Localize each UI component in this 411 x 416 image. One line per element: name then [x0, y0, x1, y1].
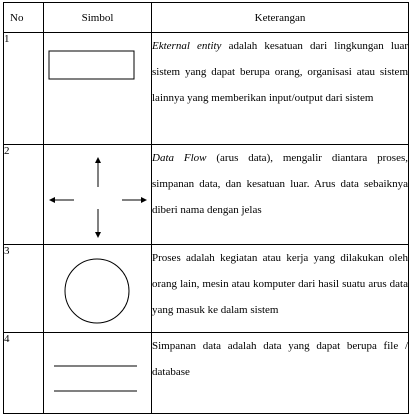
table-row [4, 333, 409, 414]
header-no: No [4, 3, 44, 33]
description-cell [152, 333, 409, 414]
row-number: 4 [4, 333, 44, 414]
rectangle-icon [44, 33, 152, 145]
description-text: Proses adalah kegiatan atau kerja yang dilakukan oleh orang lain, mesin atau komputer dari hasil suatu arus data yang masuk ke dalam sistem [152, 252, 408, 316]
description-cell [152, 145, 409, 245]
row-number: 3 [4, 245, 44, 333]
symbol-table [3, 2, 409, 414]
four-arrows-icon [44, 145, 152, 245]
symbol-cell [44, 245, 152, 333]
table-row [4, 245, 409, 333]
description-cell [152, 33, 409, 145]
symbol-cell [44, 145, 152, 245]
table-row [4, 145, 409, 245]
parallel-lines-icon [44, 333, 152, 414]
symbol-cell [44, 333, 152, 414]
description-cell [152, 245, 409, 333]
description-text: (arus data), mengalir diantara proses, simpanan data, dan kesatuan luar. Arus data sebaiknya diberi nama dengan jelas [152, 152, 408, 216]
description-text: adalah kesatuan dari lingkungan luar sistem yang dapat berupa orang, organisasi atau sistem lainnya yang memberikan input/output dari sistem [152, 40, 409, 104]
table-header-row [4, 3, 409, 33]
term-label: Ekternal entity [152, 40, 222, 52]
header-keterangan: Keterangan [152, 3, 409, 33]
term-label: Data Flow [152, 152, 207, 164]
table-row [4, 33, 409, 145]
circle-icon [44, 245, 152, 333]
row-number: 2 [4, 145, 44, 245]
symbol-cell [44, 33, 152, 145]
row-number: 1 [4, 33, 44, 145]
description-text: Simpanan data adalah data yang dapat berupa file / database [152, 340, 408, 378]
header-simbol: Simbol [44, 3, 152, 33]
